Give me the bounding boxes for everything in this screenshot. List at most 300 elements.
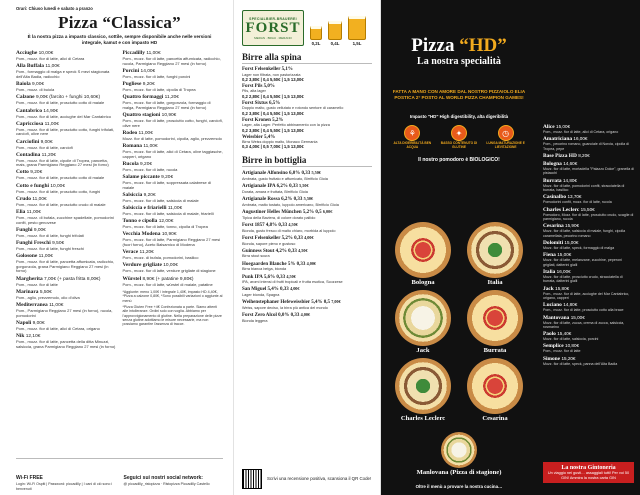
beer-name: Forst Sixtus 6,5% xyxy=(242,100,281,106)
item-price: 11,00€ xyxy=(146,51,161,57)
item-description: Pom., mozz. di buiola xyxy=(16,87,55,93)
hd-item-description: Pom., mozz. fior di latte, prosciutto cotto alla brace xyxy=(543,308,624,313)
item-price: 9,00€ xyxy=(33,227,46,233)
hd-item-name: Simone xyxy=(543,355,561,362)
hd-menu-item xyxy=(543,194,635,204)
footer-divider xyxy=(16,458,223,459)
beer-name-line xyxy=(242,261,372,268)
hd-pizza-card xyxy=(389,222,457,286)
draft-beer-title: Birre alla spina xyxy=(242,52,372,64)
hd-pizza-gallery xyxy=(389,222,529,422)
beer-description: Doppio malto, gusto vellutato e rotondo sentore di caramello xyxy=(242,106,344,111)
hd-item-price: 13,70€ xyxy=(567,194,582,200)
item-description: Pom., mozz. di bufala, pomodorini, basilico xyxy=(122,255,199,261)
item-name: Marinara xyxy=(16,288,39,295)
beer-price: 5,50€ xyxy=(311,170,321,176)
item-price: 9,20€ xyxy=(161,175,174,181)
bottle-beer-item xyxy=(242,286,372,297)
menu-item xyxy=(16,63,117,79)
item-name: Cantabrico xyxy=(16,107,43,114)
classica-title: Pizza “Classica” xyxy=(58,13,181,32)
beer-name: Augustiner Helles München 5,2% 0,5 xyxy=(242,210,322,216)
wifi-info: Login: Wi-Fi Ospiti | Password: piccadilly | I cani di ciò sono i benvenuti xyxy=(16,482,113,491)
draft-beer-list xyxy=(242,67,372,149)
item-description: Mozz. fior di latte, pomodorini, cipolla, aglio, prezzemolo xyxy=(122,135,222,141)
item-price: 7,00€ (+ pasta fritta 8,00€) xyxy=(44,276,101,282)
hd-menu-item xyxy=(543,161,635,175)
menu-item xyxy=(123,276,224,288)
hd-menu-item xyxy=(543,124,635,134)
beer-description: Bionda, gusto fresco di malto chiaro, morbida al luppolo xyxy=(242,228,336,233)
menu-item xyxy=(123,81,224,93)
forst-logo xyxy=(242,10,304,46)
item-description: Pom., mozz. fior di latte, alici di Cetara xyxy=(16,56,85,62)
hd-list-area xyxy=(537,0,640,495)
beer-description: Weiss, sapore deciso, la birra più antica del mondo xyxy=(242,305,328,310)
glass-large-label: 1,5L xyxy=(352,41,362,46)
hd-item-name: Base Pizza HD xyxy=(543,152,577,159)
hd-item-price: 15,00€ xyxy=(556,124,571,129)
menu-item xyxy=(16,196,117,208)
beer-glass-icon xyxy=(328,21,342,40)
classica-subtitle: È la nostra pizza a impasto classico, sottile, sempre disponibile anche nelle versioni integrale, kamut e con impasto HD xyxy=(27,34,212,45)
hd-item-price: 15,00€ xyxy=(570,314,585,320)
hd-item-name: Semplice xyxy=(543,343,564,350)
hd-item-description: Mozz. fior di latte, melanzane, zucchine, peperoni grigliati, datterini gialli xyxy=(543,258,622,267)
hd-item-name: Charles Leclerc xyxy=(543,206,580,213)
beer-price: 7,00€ xyxy=(331,299,341,305)
pizza-hd-panel xyxy=(381,0,640,495)
pizza-photo xyxy=(467,290,523,346)
beer-description: Birra Weiss doppio malto, Monaco Germania xyxy=(242,140,318,145)
hd-item-description: Mozz. fior di latte, speck, panna dell'Alta Badia xyxy=(543,361,618,366)
hd-item-name: Fiena xyxy=(543,252,556,259)
item-name: Salame piccante xyxy=(122,174,160,181)
item-description: Pom., mozz. fior di latte, pancetta affumicata, radicchio, gorgonzola, grana Parmigiano Reggiano 27 mesi (in forno) xyxy=(16,259,115,274)
hd-pizza-card xyxy=(389,290,457,354)
item-price: 11,20€ xyxy=(41,152,56,158)
menu-item xyxy=(123,112,224,128)
item-name: Rodeo xyxy=(122,129,138,136)
item-description: Pom., mozz. fior di latte, prosciutto cotto, funghi trifolati, carciofi, olive nere xyxy=(16,126,115,137)
draft-beer-item xyxy=(242,135,372,150)
hd-item-description: Mozz. fior di latte, mortadella "Palazzo Dolce", granella di pistacchi xyxy=(543,167,635,176)
item-description: Pom., mozz. fior di latte, pancetta affumicata, radicchio, rucola, Parmigiano Reggiano 27 mesi (in forno) xyxy=(122,56,221,66)
item-price: 10,00€ xyxy=(50,183,65,189)
hd-menu-item xyxy=(543,286,635,300)
beer-prices: 0,2 3,80€ | 0,4 5,50€ | 1,5 13,00€ xyxy=(242,127,304,133)
bottle-beer-item xyxy=(242,183,372,194)
bottle-beer-item xyxy=(242,274,372,285)
beer-prices: 0,2 3,80€ | 0,4 5,50€ | 1,5 13,00€ xyxy=(242,76,304,82)
review-text: Scrivi una recensione positiva, scansiona il QR Code! xyxy=(267,476,372,482)
menu-item xyxy=(123,130,224,142)
item-price: 11,00€ xyxy=(44,121,59,127)
item-description: Pom., mozz. fior di latte, prosciutto cotto di maiale xyxy=(16,175,105,181)
beer-description: Dorata, amara e fruttata, Birrificio Gioia xyxy=(242,189,308,194)
hd-item-price: 15,40€ xyxy=(557,331,572,337)
social-handles: @ piccadilly_ristopizza · Ristopizza Piccadilly Castello xyxy=(123,482,210,487)
opening-hours: Orari: Chiuso lunedì e sabato a pranzo xyxy=(16,6,93,11)
beer-name: Forst Zero Alcol 0,0% 0,33 xyxy=(242,313,300,319)
item-price: 11,00€ xyxy=(45,64,60,70)
hd-pizza-card xyxy=(461,290,529,354)
hd-item-price: 15,80€ xyxy=(555,285,570,291)
bottle-beer-item xyxy=(242,222,372,233)
beer-prices: 0,3 4,00€ | 0,5 7,00€ | 1,5 13,00€ xyxy=(242,144,304,150)
item-description: Pom., mozz. fior di latte, gorgonzola, formaggio di malga, Parmigiano Reggiano 27 mesi (in forno) xyxy=(122,100,211,110)
item-price: 11,20€ xyxy=(139,250,154,256)
menu-item xyxy=(16,121,117,137)
draft-beer-item xyxy=(242,101,372,116)
beer-price: 4,00€ xyxy=(300,312,311,318)
beer-description: Birra bianca belga, bionda xyxy=(242,267,287,272)
hd-item-description: Mozz. fior di latte, salsiccia, porcini xyxy=(543,337,599,342)
item-name: Pugliese xyxy=(122,81,142,88)
beer-name: Forst Pils 5,0% xyxy=(242,83,275,89)
hd-item-description: Mozz. fior di latte, pomodorini confit, stracciatella di burrata, basilico xyxy=(543,183,625,192)
pizza-name: Italia xyxy=(487,279,503,286)
social-title: Seguici sui nostri social network: xyxy=(123,475,203,482)
badge-icon: ⚘ xyxy=(404,125,420,141)
item-price: 10,90€ xyxy=(161,232,177,238)
hd-item-name: Dolomiti xyxy=(543,239,564,246)
hd-title-hd: “HD” xyxy=(459,35,507,56)
hd-menu-item xyxy=(543,178,635,192)
item-description: Pom., mozz. fior di latte, pancetta della ditta Minuzzi, salsiccia, grana Parmigiano Reggiano 27 mesi (in forno) xyxy=(16,338,116,349)
item-price: 10,00€ xyxy=(163,263,178,269)
beer-name: Artigianale Alfonsino 6,0% 0,33 xyxy=(242,171,311,177)
item-name: Quattro stagioni xyxy=(122,112,161,119)
beer-name-line xyxy=(242,209,372,216)
hd-menu-item xyxy=(543,223,635,237)
pizza-photo xyxy=(395,358,451,414)
item-description: Pom., mozz. fior di latte, salsiccia di maiale xyxy=(122,197,199,203)
menu-item xyxy=(16,81,117,93)
item-price: 11,00€ xyxy=(38,254,53,260)
item-price: 11,00€ xyxy=(167,206,183,212)
draft-beer-item xyxy=(242,118,372,133)
qr-code-icon[interactable] xyxy=(242,469,262,489)
hd-item-price: 16,00€ xyxy=(573,136,588,142)
item-price: 12,00€ xyxy=(158,219,174,225)
item-description: Pom., mozz. di bufala, zucchine spadellate, pomodorini confit, pesto genovese xyxy=(16,215,114,225)
item-price: 11,00€ xyxy=(138,130,153,136)
item-name: Funghi Freschi xyxy=(16,240,51,246)
menu-item xyxy=(123,192,224,204)
beer-price: 4,00€ xyxy=(306,260,317,266)
item-name: Funghi xyxy=(16,226,33,233)
item-name: Calzone xyxy=(16,94,35,101)
beer-name-line xyxy=(242,286,372,293)
hd-item-name: Paolo xyxy=(543,331,556,338)
beer-description: Ambrata, gusto fruttato e affumicato, Birrificio Gioia xyxy=(242,177,328,182)
hd-pizza-card xyxy=(389,358,457,422)
item-name: Mediterranea xyxy=(16,301,48,308)
menu-item xyxy=(16,50,117,62)
hd-menu-item xyxy=(543,302,635,312)
hd-subtitle: La nostra specialità xyxy=(417,56,501,67)
glass-large xyxy=(348,16,366,46)
item-price: 9,50€ xyxy=(52,241,65,246)
item-description: Pom., mozz. fior di latte, prosciutto crudo di maiale xyxy=(16,201,106,207)
beer-name: Guinness Stout 4,2% 0,33 xyxy=(242,248,297,254)
item-description: Pom., mozz. fior di latte, funghi trifolati xyxy=(16,232,84,238)
item-description: Pom., mozz. fior di latte, verdure grigliate di stagione xyxy=(122,268,216,274)
menu-item xyxy=(123,218,224,230)
hd-item-description: Mozz. fior di latte, zucca, crema di zucca, salsiccia, rosmarino xyxy=(543,320,625,329)
badge-icon: ◷ xyxy=(498,125,514,141)
item-price: 10,90€ xyxy=(161,113,177,119)
hd-badge xyxy=(392,125,432,150)
bottle-beer-title: Birre in bottiglia xyxy=(242,155,372,167)
item-price: 11,00€ xyxy=(49,302,64,308)
beer-description: Tipica della Baviera, di colore dorato pallido xyxy=(242,215,316,220)
bottle-beer-item xyxy=(242,299,372,310)
item-name: Piccadilly xyxy=(122,50,145,57)
hd-menu-item xyxy=(543,153,635,159)
item-description: Pom., mozz. fior di latte, funghi freschi xyxy=(16,246,84,251)
glass-small xyxy=(310,26,322,46)
badge-text: ALTA DIGERIBILITÀ BEN ACQUA xyxy=(393,141,432,149)
hd-menu-item xyxy=(543,136,635,150)
pizza-name: Burrata xyxy=(483,347,507,354)
beer-price: 4,50€ xyxy=(288,222,298,228)
item-description: Pom., mozz. fior di latte, carciofi xyxy=(16,144,73,150)
item-description: Pom., mozz. fior di latte, prosciutto cotto, funghi, carciofi, olive nere xyxy=(122,118,223,128)
hd-pizza-card xyxy=(461,222,529,286)
hd-item-description: Mozz. fior di latte, salsiccia di maiale, funghi, cipolla caramellata, pecorino romano xyxy=(543,229,626,238)
beer-name: Artigianale IPA 6,2% 0,33 xyxy=(242,184,298,190)
hd-seasonal-pizza xyxy=(389,432,529,476)
beer-name-line xyxy=(242,170,372,177)
hd-item-name-line xyxy=(543,153,635,159)
hd-item-price: 15,20€ xyxy=(561,355,576,361)
item-description: Pom., mozz. fior di latte, tonno, cipolla di Tropea xyxy=(122,224,208,230)
beer-prices: 0,2 2,80€ | 0,4 5,50€ | 1,5 13,00€ xyxy=(242,93,304,99)
hd-menu-item xyxy=(543,269,635,283)
hd-item-name: Amatriciana xyxy=(543,136,573,143)
badge-text: BASSO CONTENUTO DI GLUTINE xyxy=(440,141,478,149)
item-description: Pom., mozz. fior di latte, prosciutto cotto di maiale xyxy=(16,100,105,106)
beer-name: Artigianale Rossa 6,2% 0,33 xyxy=(242,197,303,203)
pizza-name: Charles Leclerc xyxy=(400,415,446,422)
hd-item-price: 8,20€ xyxy=(578,152,590,158)
item-name: Elia xyxy=(16,209,26,216)
menu-item xyxy=(16,108,117,120)
hd-item-name: Mantovana xyxy=(543,314,570,321)
beer-description: Lager, alta Lager. Perfetto abbinamento con la pizza xyxy=(242,123,330,128)
menu-item xyxy=(123,249,224,261)
beer-prices: 0,2 3,80€ | 0,4 5,50€ | 1,5 13,00€ xyxy=(242,110,304,116)
badge-icon: ✦ xyxy=(451,125,467,141)
beer-price: 4,00€ xyxy=(304,234,314,240)
item-name: Quattro formaggi xyxy=(122,94,164,101)
hd-item-price: 15,00€ xyxy=(564,239,579,245)
item-name: Vecchia Modena xyxy=(122,231,161,238)
menu-item xyxy=(16,169,117,181)
hd-item-description: Pomodoro, Mozz. fior di latte, prosciutto crudo, scaglie di parmigiano, rucola xyxy=(543,212,634,221)
pizza-photo xyxy=(395,222,451,278)
menu-item xyxy=(16,320,117,332)
gin-promo-text: Un viaggio nei gusti… assaggiali tutti! Per voi 50 GIN! Ammira la nostra carta GIN xyxy=(547,471,630,480)
hd-title xyxy=(389,36,529,56)
pizza-photo xyxy=(395,290,451,346)
hd-pizza-list xyxy=(543,124,635,366)
menu-item xyxy=(123,174,224,190)
item-description: Pom., mozz. fior di latte, cipolle di Tropea, pancetta, mais, grana Parmigiano Reggiano 27 mesi (in forno) xyxy=(16,157,109,168)
item-description: Pom., mozz. fior di latte, acciughe del Mar Cantabrico xyxy=(16,113,111,119)
hd-menu-item xyxy=(543,240,635,250)
item-description: Pom., mozz. fior di latte, Parmigiano Reggiano 27 mesi (fuori forno), Aceto Balsamico di Modena xyxy=(122,237,221,247)
item-name: Golosone xyxy=(16,253,38,260)
draft-beer-item xyxy=(242,67,372,82)
hd-item-name: Cesarina xyxy=(543,223,564,230)
hd-item-description: Pom., pecorino romano, guanciale di Norcia, cipolla di Tropea, pepe xyxy=(543,142,629,151)
item-description: Pom., Parmigiano Reggiano 27 mesi (in forno), rucola, pomodorini xyxy=(16,307,113,318)
beer-name: Weissbier 5,4% xyxy=(242,134,276,140)
beer-price: 5,50€ xyxy=(303,196,314,202)
beer-name-line xyxy=(242,248,372,255)
gin-promo-box xyxy=(543,462,634,483)
beer-description: Ambrata, malto tostato, luppolo americano, Birrificio Gioia xyxy=(242,202,339,207)
item-name: Verdure grigliate xyxy=(122,262,162,269)
hd-menu-item xyxy=(543,331,635,341)
pizza-name: Jack xyxy=(416,347,430,354)
hd-item-price: 16,00€ xyxy=(556,268,571,274)
item-price: 11,00€ xyxy=(32,196,47,202)
classica-column-1 xyxy=(16,50,117,351)
bottle-beer-item xyxy=(242,196,372,207)
hd-item-name: Jack xyxy=(543,285,554,292)
beer-name-line xyxy=(242,274,372,281)
beer-description: Pils, alta lager xyxy=(242,89,266,94)
item-description: Pom., mozz. fior di latte, rucola xyxy=(122,166,178,172)
menu-item xyxy=(16,139,117,151)
item-price: 9,00€ xyxy=(32,82,45,88)
item-name: Porcini xyxy=(122,67,140,74)
hd-feature-area xyxy=(381,0,537,495)
item-price: 10,00€ xyxy=(38,51,54,57)
item-price: 14,00€ xyxy=(140,68,156,74)
hd-item-description: Pom., mozz. fior di latte xyxy=(543,349,581,354)
review-footer xyxy=(242,469,374,489)
hd-item-price: 15,50€ xyxy=(580,206,595,212)
item-name: Cotto e funghi xyxy=(16,182,49,189)
menu-item xyxy=(16,227,117,239)
beer-description: IPA, aromi intensi di frutti tropicali e frutta esotica, Scozzese xyxy=(242,280,343,285)
menu-item xyxy=(16,152,117,168)
gin-promo-title: La nostra Gintoneria xyxy=(561,465,616,472)
menu-item xyxy=(16,333,117,349)
item-price: 5,50€ xyxy=(39,289,52,295)
hd-title-word: Pizza xyxy=(411,35,455,56)
item-name: Rucola xyxy=(122,160,139,167)
item-name: Baiola xyxy=(16,81,31,88)
item-name: Salsiccia e friarielli xyxy=(122,205,167,212)
hd-pizza-card xyxy=(461,358,529,422)
glass-small-label: 0,2L xyxy=(311,41,321,46)
hd-item-name: Burrata xyxy=(543,177,562,184)
beer-name: Hoegaarden Blanche 5% 0,33 xyxy=(242,261,306,267)
item-price: 9,20€ xyxy=(140,161,153,167)
beer-price: 4,50€ xyxy=(298,247,308,253)
item-price: 14,90€ xyxy=(43,108,59,114)
pizza-photo xyxy=(467,222,523,278)
item-description: Pom., mozz. fior di latte, würstel di maiale, patatine xyxy=(122,281,213,287)
beer-price: 4,00€ xyxy=(290,286,300,292)
hd-item-price: 10,80€ xyxy=(565,343,580,349)
hd-menu-item xyxy=(543,343,635,353)
hd-menu-item xyxy=(543,356,635,366)
hd-bio-note: Il nostro pomodoro è BIOLOGICO! xyxy=(418,156,500,163)
beer-name: Weihenstephaner Hefeweissbier 5,4% 0,5 xyxy=(242,300,331,306)
menu-item xyxy=(16,302,117,318)
beer-description: Birra stout scura xyxy=(242,254,270,259)
hd-item-price: 14,80€ xyxy=(563,302,578,308)
bottle-beer-item xyxy=(242,312,372,323)
hd-menu-item xyxy=(543,315,635,329)
item-name: Napoli xyxy=(16,319,32,326)
item-description: Pom., mozz. fior di latte, funghi porcini xyxy=(122,73,191,79)
hd-award-banner: FATTA A MANO CON AMORE DAL NOSTRO PIZZAIOLO ELIA POSTICA 2° POSTO AL WORLD PIZZA CHAMPION GAMES! xyxy=(392,89,526,100)
note-line: *Aggiunte: meno 1,00€ / integrale 1,40€, impasto HD 4,40€, *Pizza a calzone 0,80€, *Sono possibili variazioni o aggiunte al menù xyxy=(122,290,223,303)
beer-name: Forst Kronen 5,2% xyxy=(242,117,284,123)
pizza-photo xyxy=(467,358,523,414)
forst-logo-main: FORST xyxy=(245,19,301,36)
hd-item-description: Mozz. fior di latte, prosciutto crudo, stracciatella di burrata, datterini gialli xyxy=(543,274,623,284)
item-name: Salsiccia xyxy=(122,191,143,198)
menu-item xyxy=(16,209,117,225)
hd-badge xyxy=(486,125,526,150)
badge-text: LUNGA MATURAZIONE E LIEVITAZIONE xyxy=(486,141,525,149)
note-line: *Pizza Gluten Free +4€ Confezionata a parte. Siamo attenti alle intolleranze. Ordini solo con voglia. Abbiamo per l'approvvigionamento di glutine. Nella preparazione delle pizze senza glutine adottiamo le misure necessarie, ma non possiamo garantire l'assenza di tracce. xyxy=(122,305,222,327)
bottle-beer-item xyxy=(242,209,372,220)
beer-name: Punk IPA 5,6% 0,33 xyxy=(242,274,286,280)
menu-item xyxy=(123,94,224,110)
classica-notes xyxy=(123,290,224,326)
beer-name: Forst Felsenkeller 5,1% xyxy=(242,67,293,72)
menu-item xyxy=(123,50,224,66)
hd-item-name: Bologna xyxy=(543,161,562,168)
hd-item-price: 14,60€ xyxy=(563,161,578,167)
classica-footer xyxy=(16,475,223,491)
classica-column-2 xyxy=(123,50,224,351)
menu-item xyxy=(123,161,224,173)
item-name: Romana xyxy=(122,143,142,150)
item-name: Contadina xyxy=(16,151,41,158)
hd-badges xyxy=(389,125,529,150)
item-price: 11,20€ xyxy=(164,95,179,101)
item-name: Capricciosa xyxy=(16,120,44,127)
bottle-beer-item xyxy=(242,261,372,272)
beer-description: Lager non filtrata, non pastorizzata xyxy=(242,72,301,77)
bottle-beer-list xyxy=(242,170,372,323)
beer-name-line xyxy=(242,222,372,229)
item-name: Tonno e cipolla xyxy=(122,218,158,225)
bottle-beer-item xyxy=(242,170,372,181)
beer-glass-icon xyxy=(310,26,322,40)
item-description: Pom., mozz. fior di latte, cipolla di Tropea xyxy=(122,87,196,93)
hd-item-description: Pom., mozz. fior di latte, acciughe del Mar Cantabrico, origano, capperi xyxy=(543,291,630,300)
wifi-title: Wi-Fi FREE xyxy=(16,475,43,482)
menu-item xyxy=(123,262,224,274)
menu-item xyxy=(16,94,117,106)
beer-name-line xyxy=(242,196,372,203)
item-description: Pom., mozz. fior di latte, alici di Cetara, olive taggiasche, capperi, origano xyxy=(122,149,223,159)
menu-item xyxy=(123,205,224,217)
hd-item-name: Casinalbo xyxy=(543,194,567,201)
